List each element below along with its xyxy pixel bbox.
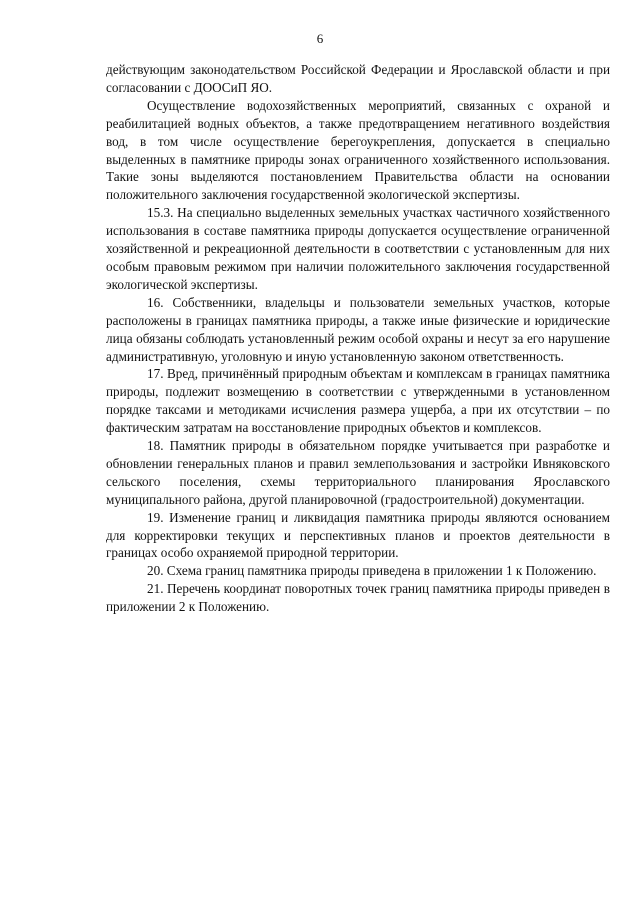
paragraph-15-3: 15.3. На специально выделенных земельных участках частичного хозяйственного использования в составе памятника природы допускается осуществление ограниченной хозяйственной и рекреационной деятельности в соответствии с установленным для них особым правовым режимом при наличии положительного заключения государственной экологической экспертизы.: [106, 205, 610, 292]
paragraph-20: 20. Схема границ памятника природы приведена в приложении 1 к Положению.: [147, 563, 597, 579]
document-body: [106, 61, 610, 616]
paragraph-21: 21. Перечень координат поворотных точек границ памятника природы приведен в приложении 2 к Положению.: [106, 581, 610, 615]
page-number: 6: [316, 31, 324, 46]
paragraph-18: 18. Памятник природы в обязательном порядке учитывается при разработке и обновлении генеральных планов и правил землепользования и застройки Ивняковского сельского поселения, схемы территориального планирования Ярославского муниципального района, другой планировочной (градостроительной) документации.: [106, 438, 610, 507]
paragraph-continuation: действующим законодательством Российской Федерации и Ярославской области и при согласовании с ДООСиП ЯО.: [106, 62, 610, 95]
paragraph-16: 16. Собственники, владельцы и пользователи земельных участков, которые расположены в границах памятника природы, а также иные физические и юридические лица обязаны соблюдать установленный режим особой охраны и несут за его нарушение административную, уголовную и иную установленную законом ответственность.: [106, 294, 610, 364]
paragraph-17: 17. Вред, причинённый природным объектам и комплексам в границах памятника природы, подлежит возмещению в соответствии с утвержденными в установленном порядке таксами и методиками исчисления размера ущерба, а при их отсутствии – по фактическим затратам на восстановление природных объектов и комплексов.: [106, 366, 610, 436]
paragraph-19: 19. Изменение границ и ликвидация памятника природы являются основанием для корректировки текущих и перспективных планов и проектов деятельности в границах особо охраняемой природной территории.: [106, 509, 610, 561]
paragraph-water-management: Осуществление водохозяйственных мероприятий, связанных с охраной и реабилитацией водных объектов, а также предотвращением негативного воздействия вод, в том числе осуществление берегоукрепления, допускается в специально выделенных в памятнике природы зонах ограниченного хозяйственного использования. Такие зоны выделяются постановлением Правительства области на основании положительного заключения государственной экологической экспертизы.: [106, 97, 610, 203]
